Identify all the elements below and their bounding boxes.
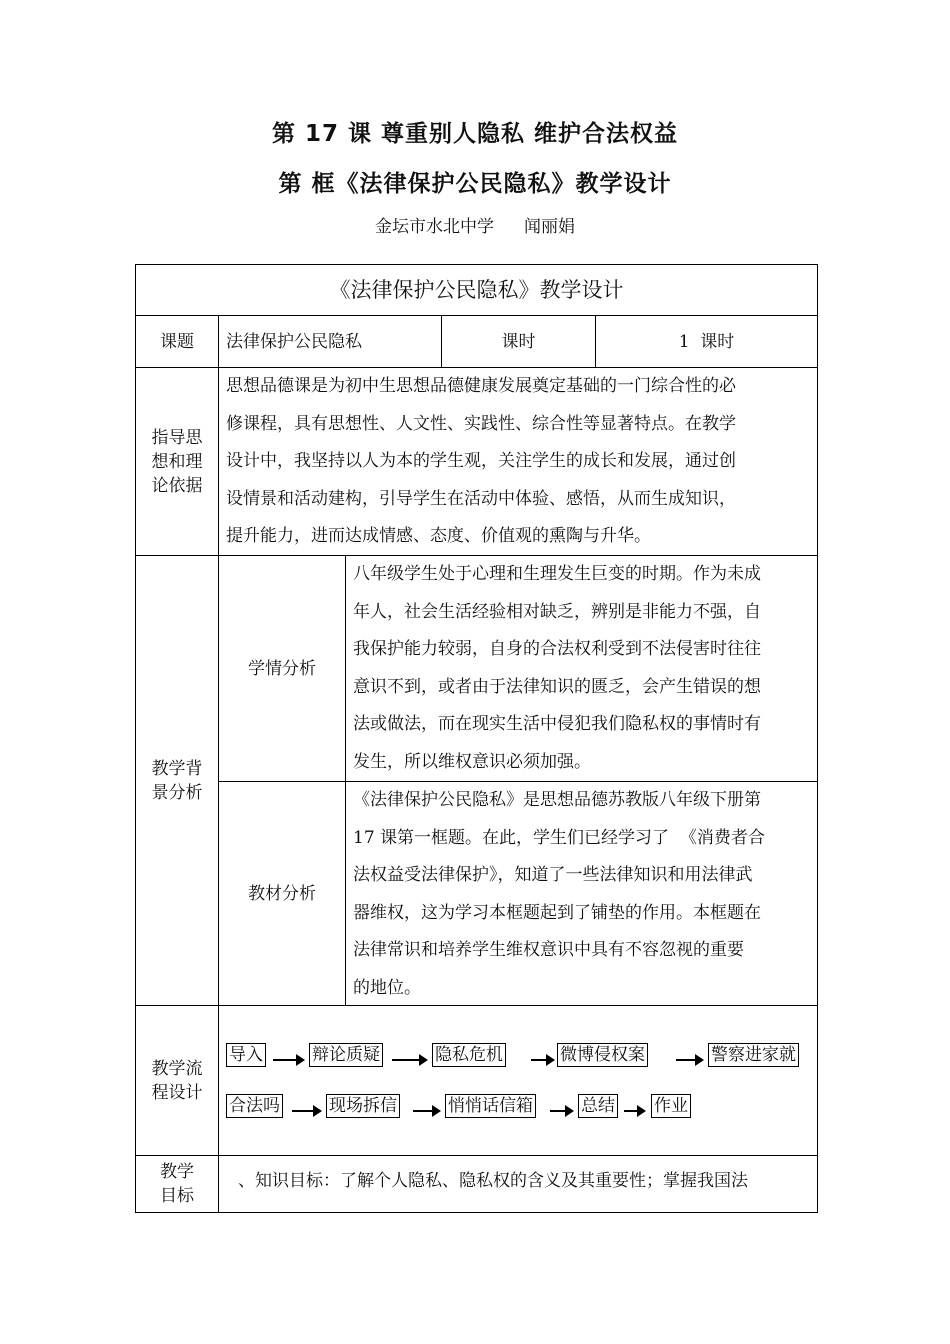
flow-arrow xyxy=(392,1059,426,1061)
table-border-right xyxy=(817,264,818,1213)
flow-step: 警察进家就 xyxy=(708,1043,799,1067)
flow-arrow xyxy=(273,1059,303,1061)
author-line xyxy=(0,212,950,237)
topic-label: 课题 xyxy=(160,331,194,352)
table-caption: 《法律保护公民隐私》教学设计 xyxy=(329,278,624,302)
flow-step: 微博侵权案 xyxy=(557,1043,648,1067)
flow-step: 辩论质疑 xyxy=(309,1043,383,1067)
school-name: 金坛市水北中学 xyxy=(375,217,494,237)
flow-step: 悄悄话信箱 xyxy=(445,1094,536,1118)
flow-step: 现场拆信 xyxy=(326,1094,400,1118)
page-title: 第 17 课 尊重别人隐私 维护合法权益 xyxy=(271,121,679,147)
flow-arrow xyxy=(676,1059,702,1061)
background-label: 教学背 景分析 xyxy=(151,758,203,803)
author-name: 闻丽娟 xyxy=(524,217,575,237)
page-subtitle: 第 框《法律保护公民隐私》教学设计 xyxy=(278,171,672,197)
flow-step: 总结 xyxy=(578,1094,618,1118)
flow-arrow xyxy=(292,1110,320,1112)
hours-label: 课时 xyxy=(501,331,536,352)
material-analysis-text: 《法律保护公民隐私》是思想品德苏教版八年级下册第 17 课第一框题。在此，学生们已经学习了 《消费者合 法权益受法律保护》，知道了一些法律知识和用法律武 器维权，这为学习本框题起到了铺垫的作用。本框题在 法律常识和培养学生维权意识中具有不容忽视的重要 的地位。 xyxy=(353,790,765,998)
guidance-label: 指导思 想和理 论依据 xyxy=(151,427,203,496)
hours-value: 1 课时 xyxy=(678,331,735,352)
flow-step: 导入 xyxy=(226,1043,266,1067)
flow-label: 教学流 程设计 xyxy=(151,1058,203,1103)
material-analysis-label: 教材分析 xyxy=(248,883,316,904)
flow-step: 合法吗 xyxy=(226,1094,283,1118)
student-analysis-text: 八年级学生处于心理和生理发生巨变的时期。作为未成 年人，社会生活经验相对缺乏，辨别是非能力不强，自 我保护能力较弱，自身的合法权利受到不法侵害时往往 意识不到，或者由于法律知识的匮乏，会产生错误的想 法或做法，而在现实生活中侵犯我们隐私权的事情时有 发生，所以维权意识必须加强。 xyxy=(353,564,761,772)
table-border-bottom xyxy=(135,1212,818,1213)
topic-value: 法律保护公民隐私 xyxy=(226,331,362,352)
flow-step: 隐私危机 xyxy=(432,1043,506,1067)
col-divider xyxy=(345,555,346,1005)
flow-arrow xyxy=(413,1110,439,1112)
flow-arrow xyxy=(624,1110,644,1112)
flow-arrow xyxy=(531,1059,553,1061)
goal-label: 教学 目标 xyxy=(160,1162,194,1206)
student-analysis-label: 学情分析 xyxy=(248,658,316,679)
guidance-text: 思想品德课是为初中生思想品德健康发展奠定基础的一门综合性的必 修课程，具有思想性、人文性、实践性、综合性等显著特点。在教学 设计中，我坚持以人为本的学生观，关注学生的成长和发展，通过创 设情景和活动建构，引导学生在活动中体验、感悟，从而生成知识， 提升能力，进而达成情感、态度、价值观的熏陶与升华。 xyxy=(226,376,736,546)
flow-arrow xyxy=(550,1110,572,1112)
row-divider xyxy=(135,1155,818,1156)
goal-text: 、知识目标：了解个人隐私、隐私权的含义及其重要性；掌握我国法 xyxy=(238,1171,748,1191)
flow-step: 作业 xyxy=(651,1094,691,1118)
